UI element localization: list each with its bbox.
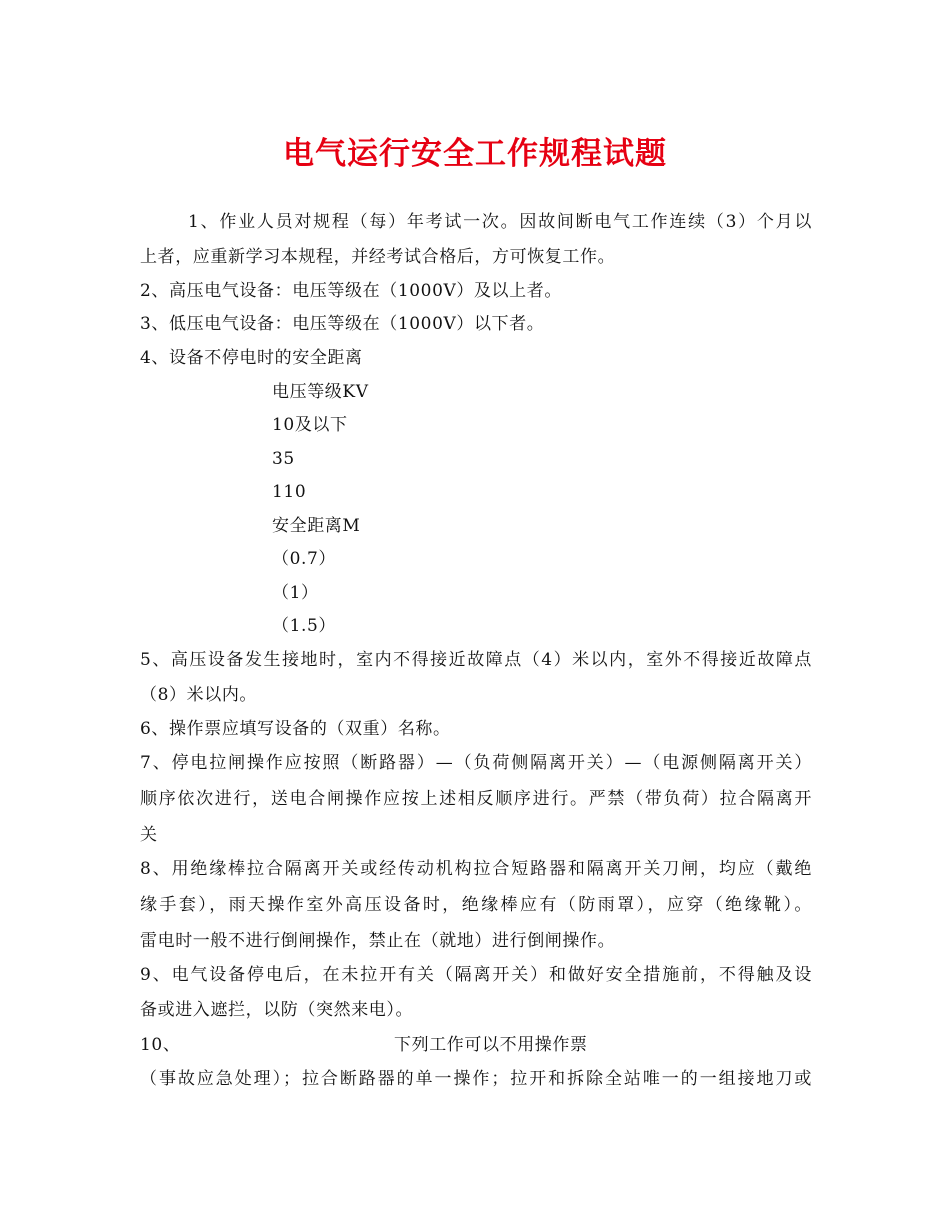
q10-line2: （事故应急处理）；拉合断路器的单一操作；拉开和拆除全站唯一的一组接地刀或 xyxy=(140,1069,812,1089)
q1-line1: 1、作业人员对规程（每）年考试一次。因故间断电气工作连续（3）个月以 xyxy=(188,212,812,232)
q4-item: （1.5） xyxy=(272,616,337,636)
q7-line2: 顺序依次进行，送电合闸操作应按上述相反顺序进行。严禁（带负荷）拉合隔离开 xyxy=(140,789,812,809)
q4-item: 电压等级KV xyxy=(272,382,369,402)
q9-line2: 备或进入遮拦，以防（突然来电）。 xyxy=(140,1000,414,1020)
q7-line1: 7、停电拉闸操作应按照（断路器）—（负荷侧隔离开关）—（电源侧隔离开关） xyxy=(140,753,812,773)
q3-text: 3、低压电气设备：电压等级在（1000V）以下者。 xyxy=(140,314,545,334)
q6-text: 6、操作票应填写设备的（双重）名称。 xyxy=(140,719,451,739)
q9-line1: 9、电气设备停电后，在未拉开有关（隔离开关）和做好安全措施前，不得触及设 xyxy=(140,965,812,985)
q10-number: 10、 xyxy=(140,1035,181,1055)
q5-line1: 5、高压设备发生接地时，室内不得接近故障点（4）米以内，室外不得接近故障点 xyxy=(140,650,812,670)
q4-heading: 4、设备不停电时的安全距离 xyxy=(140,348,363,368)
q10-heading: 下列工作可以不用操作票 xyxy=(394,1035,588,1055)
q4-item: 安全距离M xyxy=(272,516,361,536)
q2-text: 2、高压电气设备：电压等级在（1000V）及以上者。 xyxy=(140,281,562,301)
q4-item: 110 xyxy=(272,482,307,502)
q4-item: （0.7） xyxy=(272,549,337,569)
document-title: 电气运行安全工作规程试题 xyxy=(283,136,667,172)
q8-line3: 雷电时一般不进行倒闸操作，禁止在（就地）进行倒闸操作。 xyxy=(140,931,616,951)
q4-item: 10及以下 xyxy=(272,415,348,435)
q8-line2: 缘手套），雨天操作室外高压设备时，绝缘棒应有（防雨罩），应穿（绝缘靴）。 xyxy=(140,895,812,915)
q7-line3: 关 xyxy=(140,825,158,845)
q8-line1: 8、用绝缘棒拉合隔离开关或经传动机构拉合短路器和隔离开关刀闸，均应（戴绝 xyxy=(140,859,812,879)
q1-line2: 上者，应重新学习本规程，并经考试合格后，方可恢复工作。 xyxy=(140,247,616,267)
q4-item: （1） xyxy=(272,583,319,603)
q5-line2: （8）米以内。 xyxy=(140,685,258,705)
q4-item: 35 xyxy=(272,449,295,469)
